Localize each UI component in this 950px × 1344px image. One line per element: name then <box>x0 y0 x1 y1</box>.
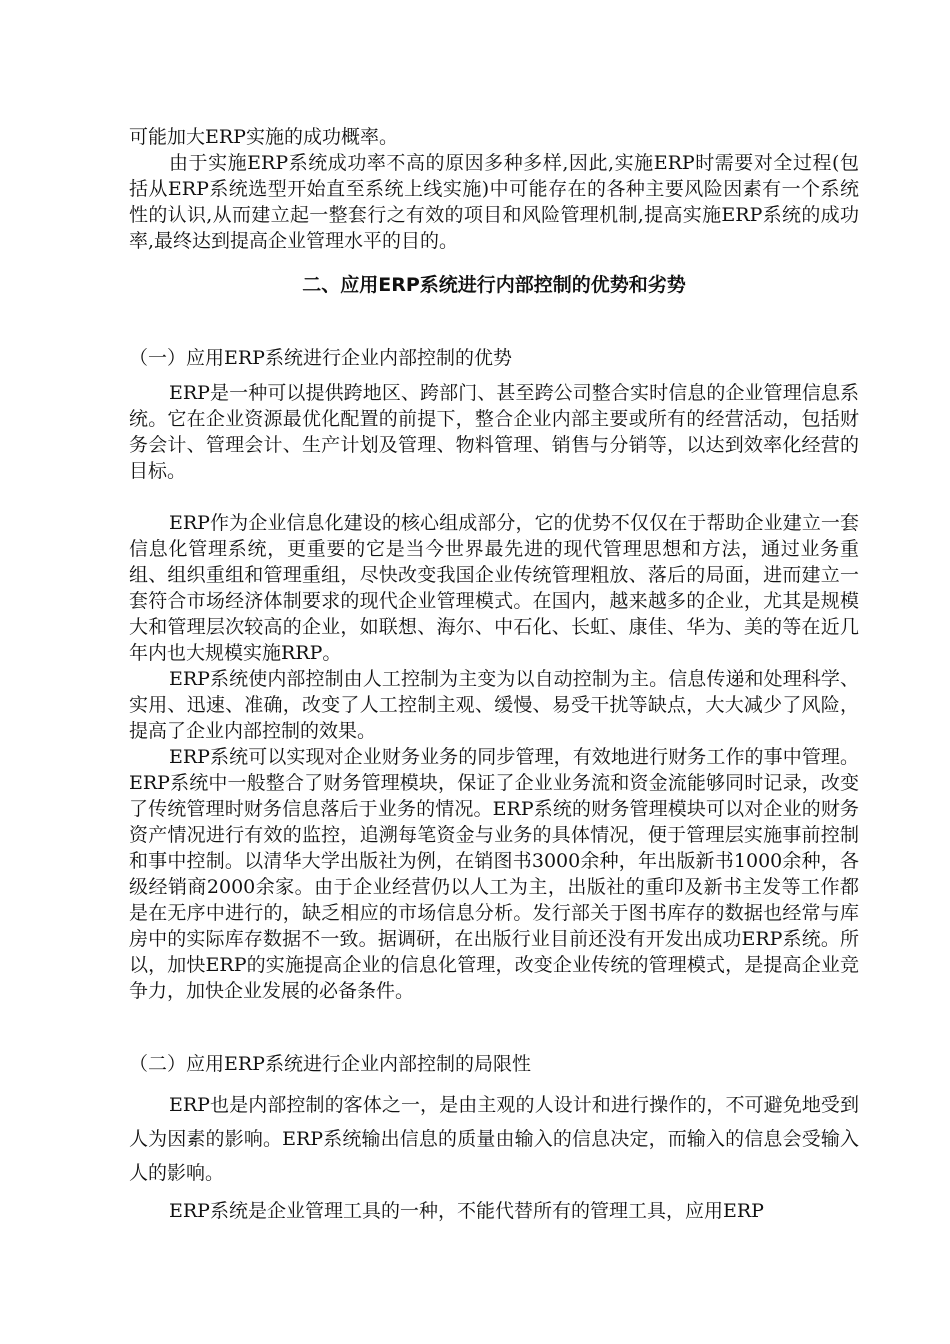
paragraph-human-factor: ERP也是内部控制的客体之一，是由主观的人设计和进行操作的，不可避免地受到人为因素的影响。ERP系统输出信息的质量由输入的信息决定，而输入的信息会受输入人的影响。 <box>129 1094 859 1184</box>
subsection-heading-limitations: （二）应用ERP系统进行企业内部控制的局限性 <box>129 1053 531 1075</box>
paragraph-block-2 <box>129 380 859 484</box>
subsection-heading-advantages: （一）应用ERP系统进行企业内部控制的优势 <box>129 347 512 369</box>
paragraph-tool-limits: ERP系统是企业管理工具的一种，不能代替所有的管理工具，应用ERP <box>169 1200 764 1222</box>
section-heading: 二、应用ERP系统进行内部控制的优势和劣势 <box>302 274 686 296</box>
paragraph-finance-sync: ERP系统可以实现对企业财务业务的同步管理，有效地进行财务工作的事中管理。ERP系统中一般整合了财务管理模块，保证了企业业务流和资金流能够同时记录，改变了传统管理时财务信息落后于业务的情况。ERP系统的财务管理模块可以对企业的财务资产情况进行有效的监控，追溯每笔资金与业务的具体情况，便于管理层实施事前控制和事中控制。以清华大学出版社为例，在销图书3000余种，年出版新书1000余种，各级经销商2000余家。由于企业经营仍以人工为主，出版社的重印及新书主发等工作都是在无序中进行的，缺乏相应的市场信息分析。发行部关于图书库存的数据也经常与库房中的实际库存数据不一致。据调研，在出版行业目前还没有开发出成功ERP系统。所以，加快ERP的实施提高企业的信息化管理，改变企业传统的管理模式，是提高企业竞争力，加快企业发展的必备条件。 <box>129 746 859 1002</box>
paragraph-continued: 可能加大ERP实施的成功概率。 <box>129 126 398 148</box>
paragraph-auto-control: ERP系统使内部控制由人工控制为主变为以自动控制为主。信息传递和处理科学、实用、迅速、准确，改变了人工控制主观、缓慢、易受干扰等缺点，大大减少了风险，提高了企业内部控制的效果。 <box>129 668 859 742</box>
paragraph-risk-management: 由于实施ERP系统成功率不高的原因多种多样,因此,实施ERP时需要对全过程(包括从ERP系统选型开始直至系统上线实施)中可能存在的各种主要风险因素有一个系统性的认识,从而建立起一整套行之有效的项目和风险管理机制,提高实施ERP系统的成功率,最终达到提高企业管理水平的目的。 <box>129 152 859 252</box>
paragraph-erp-definition: ERP是一种可以提供跨地区、跨部门、甚至跨公司整合实时信息的企业管理信息系统。它在企业资源最优化配置的前提下，整合企业内部主要或所有的经营活动，包括财务会计、管理会计、生产计划及管理、物料管理、销售与分销等，以达到效率化经营的目标。 <box>129 382 859 482</box>
paragraph-erp-core: ERP作为企业信息化建设的核心组成部分，它的优势不仅仅在于帮助企业建立一套信息化管理系统，更重要的它是当今世界最先进的现代管理思想和方法，通过业务重组、组织重组和管理重组，尽快改变我国企业传统管理粗放、落后的局面，进而建立一套符合市场经济体制要求的现代企业管理模式。在国内，越来越多的企业，尤其是规模大和管理层次较高的企业，如联想、海尔、中石化、长虹、康佳、华为、美的等在近几年内也大规模实施RRP。 <box>129 512 859 664</box>
paragraph-block-3 <box>129 510 859 1004</box>
paragraph-block-4 <box>129 1088 859 1228</box>
paragraph-block-1 <box>129 124 859 254</box>
